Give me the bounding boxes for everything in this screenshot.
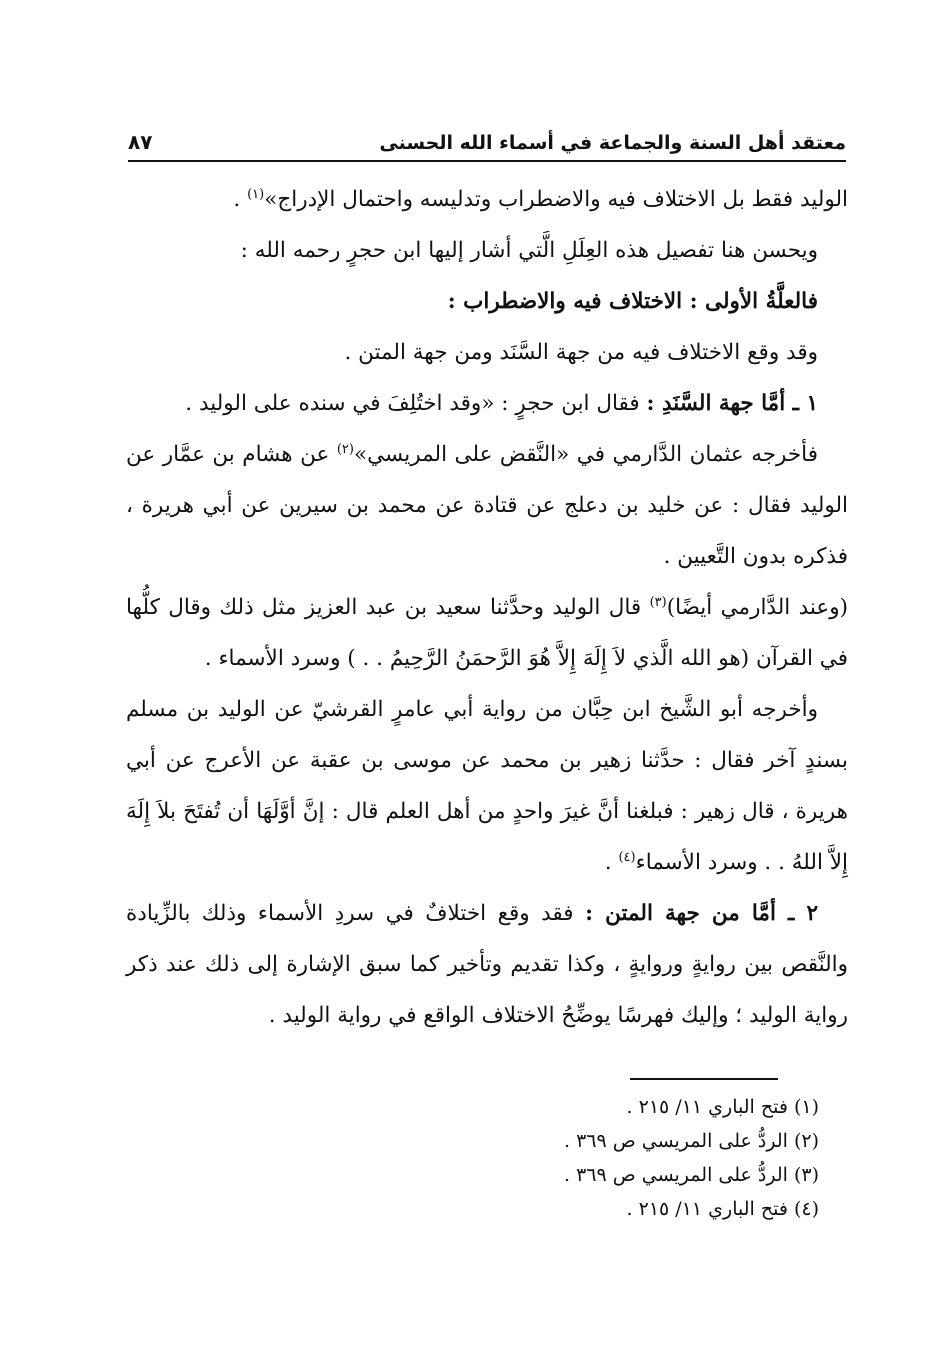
paragraph-9-text: فقد وقع اختلافٌ في سردِ الأسماء وذلك بالزِّيادة والنَّقص بين روايةٍ وروايةٍ ، وكذا تقديم وتأخير كما سبق الإشارة إلى ذلك عند ذكر رواية الوليد ؛ وإليك فهرسًا يوضِّحُ الاختلاف الواقع في رواية الوليد .: [126, 901, 848, 1028]
paragraph-1: [126, 174, 848, 225]
paragraph-1-end: .: [233, 187, 248, 212]
paragraph-2: ويحسن هنا تفصيل هذه العِلَلِ الَّتي أشار إليها ابن حجرٍ رحمه الله :: [240, 238, 818, 263]
footnote-ref-2: (٢): [336, 441, 354, 457]
paragraph-9: [126, 888, 848, 1041]
paragraph-7-text-a: (وعند الدَّارمي أيضًا): [666, 595, 848, 620]
footnotes: [399, 1090, 819, 1226]
footnote-4: (٤) فتح الباري ١١/ ٢١٥ .: [626, 1198, 819, 1220]
running-header: [128, 118, 846, 162]
footnote-3: (٣) الردُّ على المريسي ص ٣٦٩ .: [563, 1164, 819, 1186]
subheading-text: ٢ ـ أمَّا من جهة المتن :: [585, 901, 819, 926]
running-title: معتقد أهل السنة والجماعة في أسماء الله الحسنى: [379, 132, 846, 154]
paragraph-6-text-b: عن هشام بن عمَّار عن الوليد فقال : عن خليد بن دعلج عن قتادة عن محمد بن سيرين عن أبي هريرة ، فذكره بدون التَّعيين .: [126, 442, 848, 569]
paragraph-4: وقد وقع الاختلاف فيه من جهة السَّنَد ومن جهة المتن .: [344, 340, 818, 365]
paragraph-6: [126, 429, 848, 582]
paragraph-7-text-b: قال الوليد وحدَّثنا سعيد بن عبد العزيز مثل ذلك وقال كلُّها في القرآن (هو الله الَّذي لاَ إِلَهَ إِلاَّ هُوَ الرَّحمَنُ الرَّحِيمُ . . ) وسرد الأسماء .: [126, 595, 848, 671]
footnote-1: (١) فتح الباري ١١/ ٢١٥ .: [626, 1096, 819, 1118]
main-text: [126, 174, 848, 1041]
paragraph-8-end: .: [604, 850, 619, 875]
paragraph-6-text-a: فأخرجه عثمان الدَّارمي في «النَّقض على المريسي»: [353, 442, 818, 467]
footnote-ref-4: (٤): [618, 849, 636, 865]
footnote-separator: [630, 1078, 778, 1080]
paragraph-5-text: فقال ابن حجرٍ : «وقد اختُلِفَ في سنده على الوليد .: [185, 391, 647, 416]
footnote-ref-3: (٣): [649, 594, 667, 610]
page-number: ٨٧: [128, 130, 153, 154]
paragraph-8-text: وأخرجه أبو الشَّيخ ابن حِبَّان من رواية أبي عامرٍ القرشيّ عن الوليد بن مسلم بسندٍ آخر فقال : حدَّثنا زهير بن محمد عن موسى بن عقبة عن الأعرج عن أبي هريرة ، قال زهير : فبلغنا أنَّ غيرَ واحدٍ من أهل العلم قال : إنَّ أوَّلَهَا أن تُفتَحَ بلاَ إِلَهَ إِلاَّ اللهُ . . وسرد الأسماء: [126, 697, 848, 875]
paragraph-5: [126, 378, 848, 429]
footnote-2: (٢) الردُّ على المريسي ص ٣٦٩ .: [563, 1130, 819, 1152]
paragraph-1-text: الوليد فقط بل الاختلاف فيه والاضطراب وتدليسه واحتمال الإدراج»: [264, 187, 848, 212]
footnote-ref-1: (١): [247, 186, 265, 202]
paragraph-8: [126, 684, 848, 888]
subheading-chain: ١ ـ أمَّا جهة السَّنَدِ :: [646, 391, 818, 416]
paragraph-7: [126, 582, 848, 684]
section-heading-first-defect: فالعلَّةُ الأولى : الاختلاف فيه والاضطراب :: [447, 289, 818, 314]
